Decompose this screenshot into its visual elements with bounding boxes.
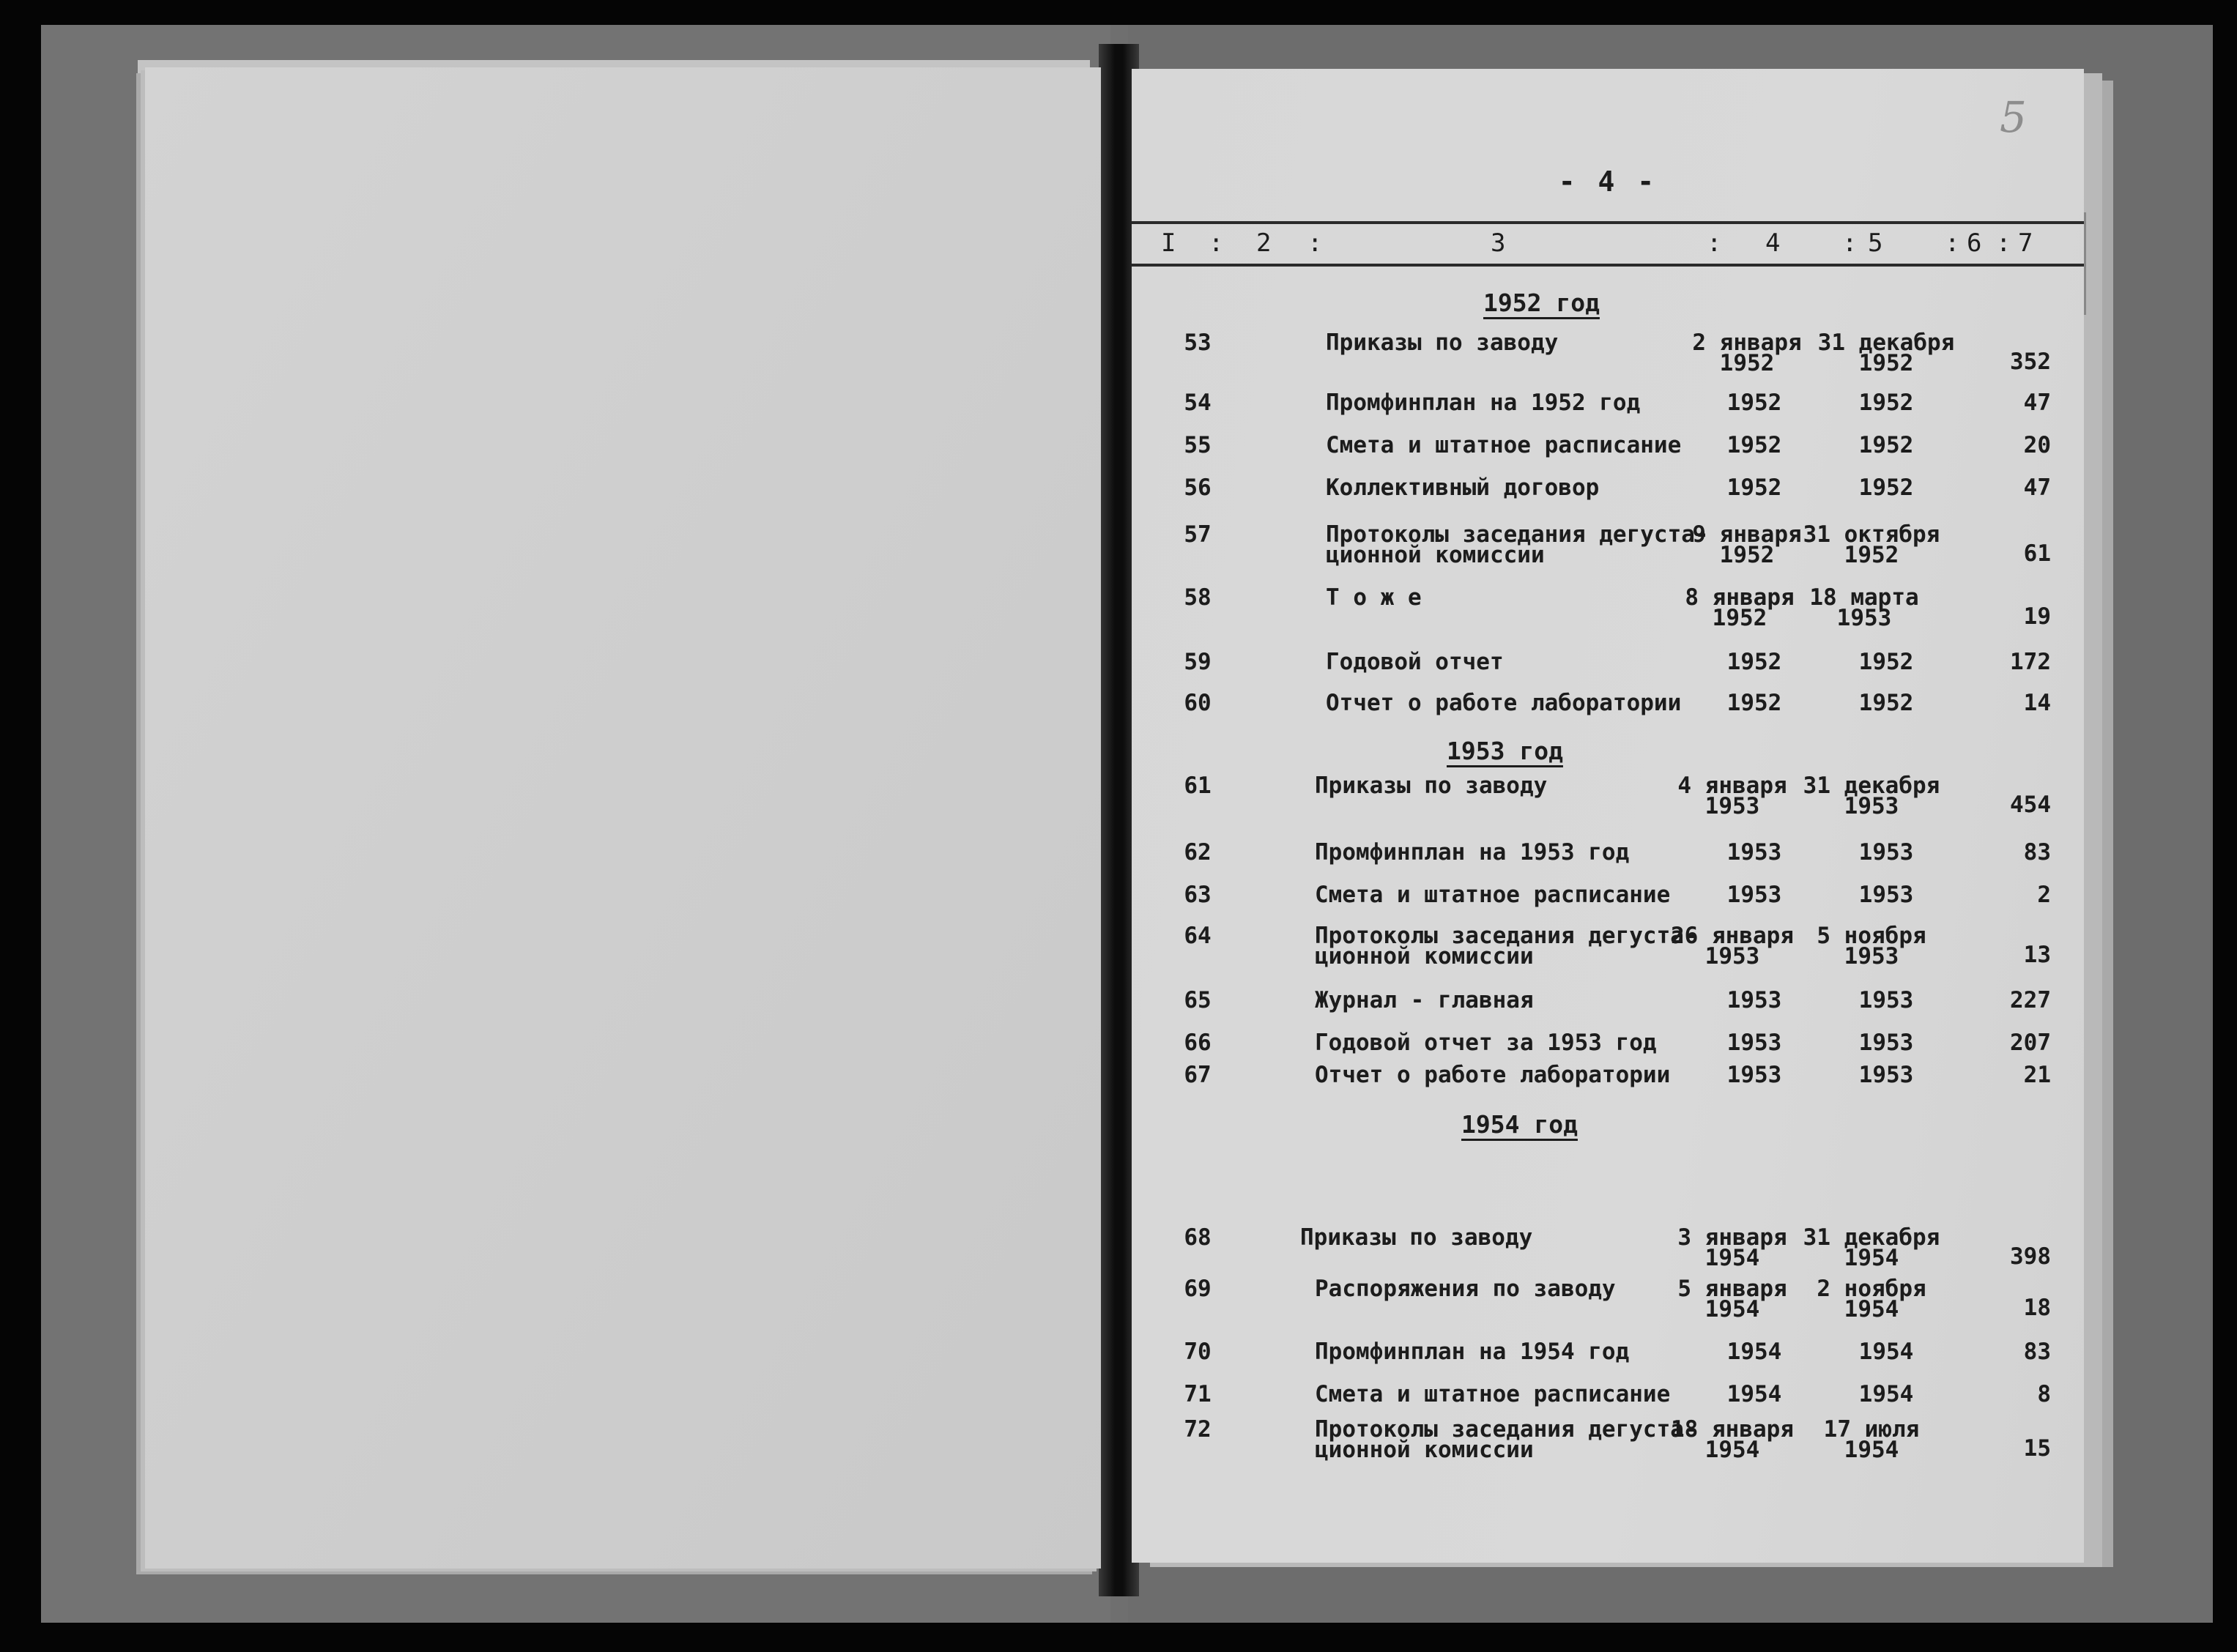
inventory-row — [1132, 690, 2084, 737]
row-end-date: 2 ноября 1954 — [1817, 1276, 1926, 1322]
inventory-row — [1132, 882, 2084, 929]
inventory-row — [1132, 1224, 2084, 1271]
row-number: 53 — [1184, 330, 1212, 356]
col-head-sep-5: : — [1945, 228, 1960, 258]
row-sheet-count: 47 — [2023, 390, 2051, 416]
inventory-row — [1132, 477, 2084, 521]
row-start-date: 1953 — [1726, 882, 1782, 908]
row-sheet-count: 20 — [2023, 432, 2051, 458]
inventory-row — [1132, 775, 2084, 819]
row-start-date: 5 января 1954 — [1677, 1276, 1787, 1322]
page-edge-marks — [2084, 212, 2108, 315]
row-end-date: 1953 — [1858, 1062, 1914, 1088]
row-number: 67 — [1184, 1062, 1212, 1088]
row-number: 64 — [1184, 923, 1212, 949]
row-sheet-count: 207 — [2010, 1030, 2051, 1056]
row-number: 70 — [1184, 1339, 1212, 1365]
row-title: Приказы по заводу — [1300, 1224, 1533, 1251]
row-title: Отчет о работе лаборатории — [1326, 690, 1682, 716]
row-start-date: 1954 — [1726, 1339, 1782, 1365]
row-start-date: 1952 — [1726, 432, 1782, 458]
row-title: Т о ж е — [1326, 584, 1422, 611]
row-number: 60 — [1184, 690, 1212, 716]
row-number: 57 — [1184, 521, 1212, 548]
row-sheet-count: 47 — [2023, 475, 2051, 501]
row-title: Журнал - главная — [1315, 987, 1534, 1013]
section-year-heading: 1954 год — [1461, 1110, 1578, 1139]
row-number: 58 — [1184, 584, 1212, 611]
row-title: Смета и штатное расписание — [1326, 432, 1682, 458]
row-start-date: 1952 — [1726, 649, 1782, 675]
row-number: 55 — [1184, 432, 1212, 458]
row-start-date: 18 января 1954 — [1671, 1416, 1794, 1463]
row-sheet-count: 15 — [2023, 1435, 2051, 1462]
row-sheet-count: 352 — [2010, 349, 2051, 375]
row-end-date: 31 декабря 1954 — [1803, 1224, 1940, 1271]
row-title: Распоряжения по заводу — [1315, 1276, 1616, 1302]
row-end-date: 17 июля 1954 — [1823, 1416, 1920, 1463]
inventory-row — [1132, 923, 2084, 970]
inventory-row — [1132, 649, 2084, 696]
col-head-4: 4 — [1765, 228, 1781, 258]
inventory-row — [1132, 332, 2084, 376]
row-start-date: 4 января 1953 — [1677, 773, 1787, 819]
row-start-date: 1953 — [1726, 1030, 1782, 1056]
row-title: Промфинплан на 1954 год — [1315, 1339, 1630, 1365]
row-title: Коллективный договор — [1326, 475, 1600, 501]
row-title: Годовой отчет — [1326, 649, 1504, 675]
row-start-date: 1952 — [1726, 390, 1782, 416]
header-rule-top — [1132, 221, 2084, 224]
row-start-date: 1952 — [1726, 475, 1782, 501]
row-start-date: 1952 — [1726, 690, 1782, 716]
row-end-date: 1953 — [1858, 882, 1914, 908]
col-head-6: 6 — [1967, 228, 1982, 258]
row-start-date: 26 января 1953 — [1671, 923, 1794, 970]
row-number: 63 — [1184, 882, 1212, 908]
inventory-row — [1132, 1416, 2084, 1463]
row-number: 72 — [1184, 1416, 1212, 1443]
row-end-date: 1953 — [1858, 839, 1914, 866]
inventory-row — [1132, 521, 2084, 568]
col-head-sep-1: : — [1209, 228, 1224, 258]
col-head-7: 7 — [2018, 228, 2033, 258]
left-blank-page — [145, 67, 1101, 1569]
inventory-row — [1132, 1339, 2084, 1385]
row-end-date: 1952 — [1858, 390, 1914, 416]
inventory-row — [1132, 1276, 2084, 1322]
col-head-sep-6: : — [1996, 228, 2011, 258]
row-end-date: 1954 — [1858, 1381, 1914, 1407]
row-title: Промфинплан на 1952 год — [1326, 390, 1641, 416]
inventory-row — [1132, 392, 2084, 436]
row-number: 59 — [1184, 649, 1212, 675]
row-number: 68 — [1184, 1224, 1212, 1251]
row-end-date: 1952 — [1858, 649, 1914, 675]
col-head-3: 3 — [1491, 228, 1506, 258]
row-number: 71 — [1184, 1381, 1212, 1407]
row-sheet-count: 172 — [2010, 649, 2051, 675]
col-head-sep-2: : — [1307, 228, 1323, 258]
section-year-heading: 1952 год — [1483, 289, 1600, 317]
row-sheet-count: 61 — [2023, 540, 2051, 567]
row-end-date: 1953 — [1858, 1030, 1914, 1056]
row-end-date: 31 декабря 1953 — [1803, 773, 1940, 819]
row-number: 62 — [1184, 839, 1212, 866]
row-end-date: 1954 — [1858, 1339, 1914, 1365]
inventory-row — [1132, 987, 2084, 1034]
col-head-1: I — [1161, 228, 1176, 258]
col-head-2: 2 — [1256, 228, 1272, 258]
row-start-date: 3 января 1954 — [1677, 1224, 1787, 1271]
row-end-date: 1952 — [1858, 690, 1914, 716]
row-sheet-count: 83 — [2023, 1339, 2051, 1365]
row-title: Промфинплан на 1953 год — [1315, 839, 1630, 866]
row-end-date: 5 ноября 1953 — [1817, 923, 1926, 970]
row-number: 65 — [1184, 987, 1212, 1013]
row-sheet-count: 14 — [2023, 690, 2051, 716]
row-number: 54 — [1184, 390, 1212, 416]
row-title: Приказы по заводу — [1326, 330, 1559, 356]
inventory-row — [1132, 584, 2084, 631]
row-title: Протоколы заседания дегуста- ционной комиссии — [1315, 923, 1698, 970]
row-start-date: 1953 — [1726, 987, 1782, 1013]
row-sheet-count: 227 — [2010, 987, 2051, 1013]
row-sheet-count: 83 — [2023, 839, 2051, 866]
row-end-date: 1952 — [1858, 475, 1914, 501]
section-year-heading: 1953 год — [1447, 737, 1563, 765]
row-end-date: 18 марта 1953 — [1809, 584, 1919, 631]
row-sheet-count: 454 — [2010, 792, 2051, 818]
row-sheet-count: 21 — [2023, 1062, 2051, 1088]
row-end-date: 1953 — [1858, 987, 1914, 1013]
row-title: Отчет о работе лаборатории — [1315, 1062, 1671, 1088]
row-start-date: 9 января 1952 — [1692, 521, 1802, 568]
row-number: 61 — [1184, 773, 1212, 799]
header-rule-bottom — [1132, 264, 2084, 267]
row-end-date: 31 декабря 1952 — [1817, 330, 1955, 376]
col-head-5: 5 — [1868, 228, 1883, 258]
row-number: 69 — [1184, 1276, 1212, 1302]
row-start-date: 2 января 1952 — [1692, 330, 1802, 376]
row-number: 56 — [1184, 475, 1212, 501]
row-title: Смета и штатное расписание — [1315, 1381, 1671, 1407]
row-start-date: 1953 — [1726, 839, 1782, 866]
row-start-date: 8 января 1952 — [1685, 584, 1795, 631]
row-title: Годовой отчет за 1953 год — [1315, 1030, 1657, 1056]
row-sheet-count: 2 — [2037, 882, 2051, 908]
inventory-row — [1132, 432, 2084, 479]
row-sheet-count: 19 — [2023, 603, 2051, 630]
col-head-sep-3: : — [1707, 228, 1722, 258]
row-start-date: 1954 — [1726, 1381, 1782, 1407]
row-number: 66 — [1184, 1030, 1212, 1056]
row-title: Протоколы заседания дегуста- ционной комиссии — [1326, 521, 1709, 568]
page-number: - 4 - — [1558, 165, 1658, 198]
pencil-folio-number: 5 — [2000, 92, 2027, 142]
row-end-date: 1952 — [1858, 432, 1914, 458]
row-sheet-count: 18 — [2023, 1295, 2051, 1321]
row-start-date: 1953 — [1726, 1062, 1782, 1088]
inventory-row — [1132, 1062, 2084, 1109]
col-head-sep-4: : — [1842, 228, 1858, 258]
inventory-page — [1132, 69, 2084, 1563]
row-sheet-count: 13 — [2023, 942, 2051, 968]
row-end-date: 31 октября 1952 — [1803, 521, 1940, 568]
row-sheet-count: 398 — [2010, 1243, 2051, 1270]
row-sheet-count: 8 — [2037, 1381, 2051, 1407]
row-title: Протоколы заседания дегуста- ционной комиссии — [1315, 1416, 1698, 1463]
row-title: Смета и штатное расписание — [1315, 882, 1671, 908]
row-title: Приказы по заводу — [1315, 773, 1548, 799]
inventory-row — [1132, 839, 2084, 886]
